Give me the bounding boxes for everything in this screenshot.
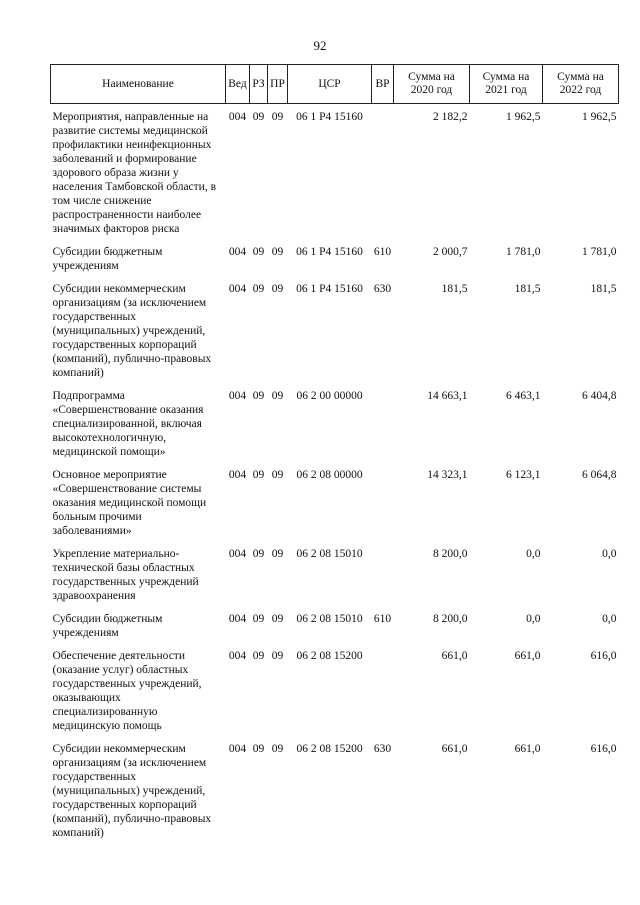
budget-table [50,64,619,843]
header-vr: ВР [372,65,394,104]
row-name: Субсидии бюджетным учреждениям [52,246,163,272]
row-ved: 004 [228,246,247,258]
row-ved: 004 [228,469,247,481]
row-ved: 004 [228,111,247,123]
row-rz: 09 [252,743,265,755]
row-sum-2021: 1 962,5 [506,111,541,123]
table-header-row [51,65,619,104]
row-sum-2022: 0,0 [602,548,617,560]
row-sum-2021: 1 781,0 [506,246,541,258]
header-sum-2020: Сумма на 2020 год [394,65,470,104]
row-name: Укрепление материально-технической базы областных государственных учреждений здравоохранения [52,548,199,602]
row-pr: 09 [271,246,284,258]
row-sum-2020: 8 200,0 [433,548,468,560]
row-sum-2021: 661,0 [514,743,541,755]
row-sum-2022: 6 404,8 [582,390,617,402]
row-name: Мероприятия, направленные на развитие системы медицинской профилактики неинфекционных заболеваний и формирование здорового образа жизни у населения Тамбовской области, в том числе снижение распространенности наиболее значимых факторов риска [52,111,217,235]
header-name: Наименование [51,65,226,104]
row-name: Субсидии некоммерческим организациям (за исключением государственных (муниципальных) учреждений, государственных корпораций (компаний), публично-правовых компаний) [52,283,212,379]
row-ved: 004 [228,613,247,625]
row-ved: 004 [228,650,247,662]
row-pr: 09 [271,390,284,402]
row-sum-2021: 181,5 [514,283,541,295]
row-csr: 06 1 P4 15160 [296,246,363,258]
row-name: Субсидии некоммерческим организациям (за исключением государственных (муниципальных) учреждений, государственных корпораций (компаний), публично-правовых компаний) [52,743,212,839]
row-vr: 630 [373,743,392,755]
page-number: 92 [313,38,327,53]
row-rz: 09 [252,650,265,662]
row-rz: 09 [252,390,265,402]
row-sum-2020: 14 323,1 [427,469,468,481]
row-name: Основное мероприятие «Совершенствование системы оказания медицинской помощи больным прочими заболеваниями» [52,469,207,537]
row-vr: 630 [373,283,392,295]
row-vr [372,462,394,541]
row-vr: 610 [373,613,392,625]
header-csr: ЦСР [288,65,372,104]
row-rz: 09 [252,548,265,560]
row-vr [372,643,394,736]
table-row [51,104,619,240]
row-pr: 09 [271,111,284,123]
row-vr [372,383,394,462]
row-rz: 09 [252,246,265,258]
row-csr: 06 1 P4 15160 [296,283,363,295]
table-row [51,276,619,383]
row-ved: 004 [228,283,247,295]
row-sum-2020: 181,5 [441,283,468,295]
row-pr: 09 [271,283,284,295]
row-sum-2020: 14 663,1 [427,390,468,402]
row-ved: 004 [228,743,247,755]
table-row [51,239,619,276]
row-sum-2020: 661,0 [441,743,468,755]
table-row [51,606,619,643]
row-ved: 004 [228,390,247,402]
row-sum-2022: 616,0 [590,743,617,755]
row-pr: 09 [271,469,284,481]
row-sum-2020: 661,0 [441,650,468,662]
row-rz: 09 [252,613,265,625]
row-name: Подпрограмма «Совершенствование оказания специализированной, включая высокотехнологичную, медицинской помощи» [52,390,204,458]
row-csr: 06 2 08 15010 [296,613,363,625]
row-rz: 09 [252,111,265,123]
row-sum-2022: 1 781,0 [582,246,617,258]
header-sum-2021: Сумма на 2021 год [470,65,543,104]
row-sum-2022: 6 064,8 [582,469,617,481]
row-sum-2022: 0,0 [602,613,617,625]
row-csr: 06 2 08 15200 [296,650,363,662]
header-rz: РЗ [250,65,268,104]
row-name: Обеспечение деятельности (оказание услуг) областных государственных учреждений, оказывающих специализированную медицинскую помощь [52,650,202,732]
row-csr: 06 2 08 00000 [296,469,363,481]
row-csr: 06 1 P4 15160 [296,111,363,123]
row-vr [372,541,394,606]
row-sum-2020: 8 200,0 [433,613,468,625]
table-row [51,643,619,736]
row-csr: 06 2 00 00000 [296,390,363,402]
row-sum-2021: 0,0 [526,613,541,625]
row-sum-2022: 616,0 [590,650,617,662]
row-pr: 09 [271,613,284,625]
row-pr: 09 [271,650,284,662]
header-ved: Вед [226,65,250,104]
header-sum-2022: Сумма на 2022 год [543,65,619,104]
row-sum-2020: 2 000,7 [433,246,468,258]
row-csr: 06 2 08 15010 [296,548,363,560]
table-row [51,736,619,843]
row-sum-2022: 1 962,5 [582,111,617,123]
row-pr: 09 [271,548,284,560]
header-pr: ПР [268,65,288,104]
table-row [51,383,619,462]
row-vr: 610 [373,246,392,258]
row-sum-2020: 2 182,2 [433,111,468,123]
row-name: Субсидии бюджетным учреждениям [52,613,163,639]
row-sum-2021: 0,0 [526,548,541,560]
row-rz: 09 [252,283,265,295]
table-row [51,541,619,606]
row-sum-2021: 661,0 [514,650,541,662]
row-pr: 09 [271,743,284,755]
row-ved: 004 [228,548,247,560]
row-csr: 06 2 08 15200 [296,743,363,755]
row-vr [372,104,394,240]
row-rz: 09 [252,469,265,481]
row-sum-2021: 6 463,1 [506,390,541,402]
row-sum-2021: 6 123,1 [506,469,541,481]
table-row [51,462,619,541]
row-sum-2022: 181,5 [590,283,617,295]
